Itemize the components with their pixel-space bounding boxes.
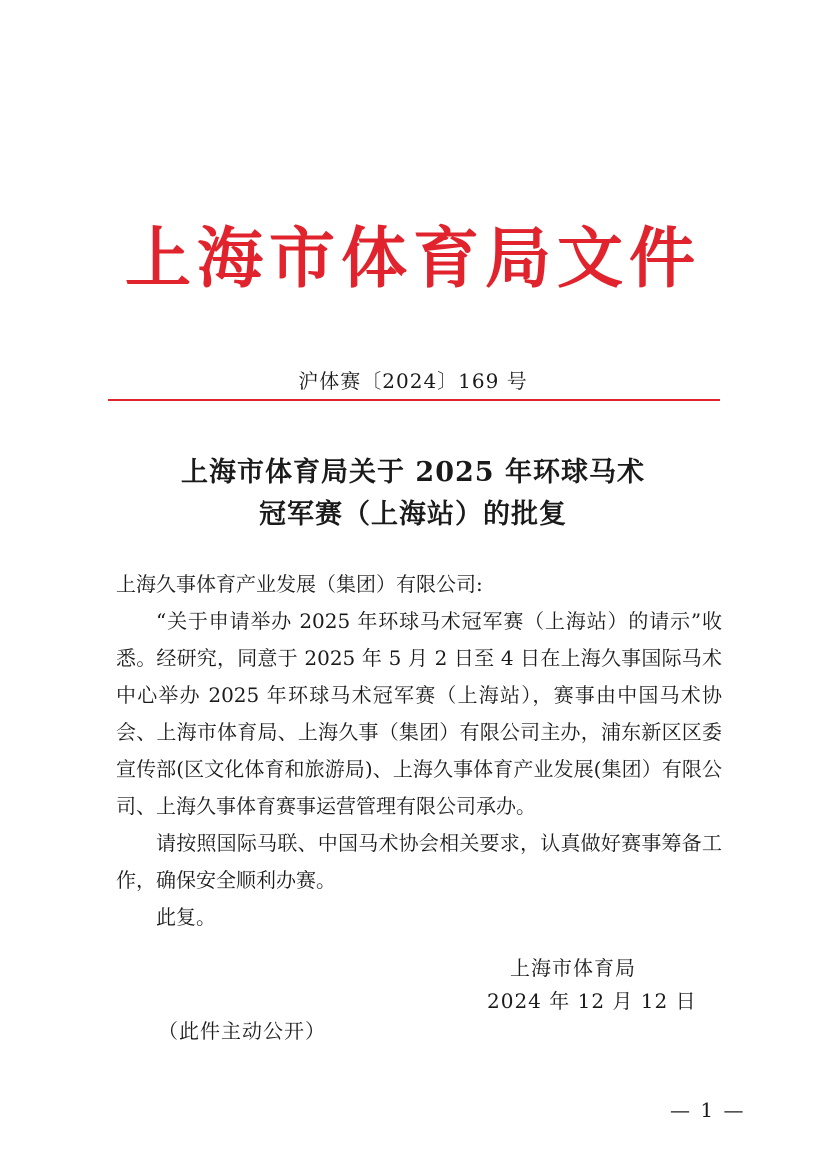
red-divider-line	[108, 399, 720, 401]
disclosure-note: （此件主动公开）	[158, 1019, 326, 1043]
document-header-title: 上海市体育局文件	[125, 219, 701, 297]
document-number: 沪体赛〔2024〕169 号	[298, 369, 528, 393]
page-number: — 1 —	[670, 1098, 746, 1122]
body-paragraph-1: “关于申请举办 2025 年环球马术冠军赛（上海站）的请示”收悉。经研究，同意于 2025 年 5 月 2 日至 4 日在上海久事国际马术中心举办 2025 年环球马术冠军赛（上海站），赛事由中国马术协会、上海市体育局、上海久事（集团）有限公司主办，浦东新区区委宣传部(区文化体育和旅游局)、上海久事体育产业发展(集团）有限公司、上海久事体育赛事运营管理有限公司承办。	[116, 609, 722, 818]
recipient-line: 上海久事体育产业发展（集团）有限公司:	[116, 572, 483, 596]
body-paragraph-2: 请按照国际马联、中国马术协会相关要求，认真做好赛事筹备工作，确保安全顺利办赛。	[116, 831, 722, 892]
signature-date: 2024 年 12 月 12 日	[487, 989, 697, 1013]
signature-organization: 上海市体育局	[510, 956, 636, 980]
closing-line: 此复。	[156, 905, 216, 929]
document-title-line-2: 冠军赛（上海站）的批复	[259, 499, 567, 530]
document-body	[116, 566, 722, 936]
document-title	[0, 452, 826, 536]
document-title-line-1: 上海市体育局关于 2025 年环球马术	[181, 457, 645, 488]
